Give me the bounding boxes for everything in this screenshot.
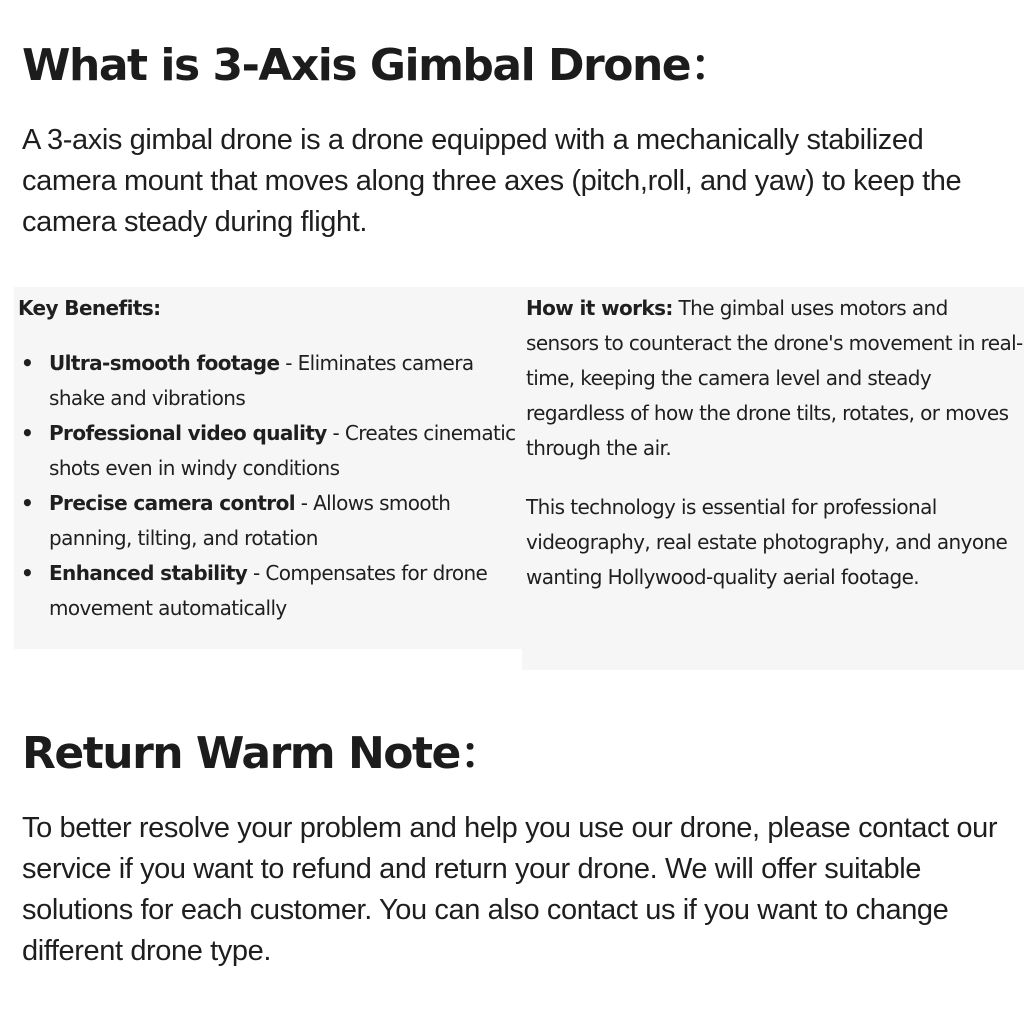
bullet-icon: • <box>21 421 34 445</box>
benefit-title: Professional video quality <box>49 421 327 445</box>
intro-paragraph: A 3-axis gimbal drone is a drone equipped with a mechanically stabilized camera mount that moves along three axes (pitch,roll, and yaw) to keep the camera steady during flight. <box>22 124 962 238</box>
key-benefits-panel <box>14 287 522 649</box>
benefit-title: Precise camera control <box>49 491 295 515</box>
technology-paragraph: This technology is essential for professional videography, real estate photography, and anyone wanting Hollywood-quality aerial footage. <box>526 495 1008 589</box>
benefit-item <box>18 486 522 556</box>
benefit-list <box>18 346 522 626</box>
how-it-works-paragraph <box>526 291 1024 466</box>
how-it-works-panel <box>522 287 1024 670</box>
benefit-description: - Compensates for drone movement automatically <box>49 561 488 620</box>
heading-what-is-gimbal-drone: What is 3-Axis Gimbal Drone： <box>22 40 733 91</box>
how-it-works-label: How it works: <box>526 296 673 320</box>
return-note-paragraph: To better resolve your problem and help you use our drone, please contact our service if you want to refund and return your drone. We will offer suitable solutions for each customer. You can also contact us if you want to change different drone type. <box>22 812 998 967</box>
benefit-title: Ultra-smooth footage <box>49 351 280 375</box>
benefit-title: Enhanced stability <box>49 561 248 585</box>
bullet-icon: • <box>21 491 34 515</box>
benefit-description: - Allows smooth panning, tilting, and rotation <box>49 491 451 550</box>
key-benefits-title: Key Benefits: <box>18 296 161 320</box>
benefit-item <box>18 556 522 626</box>
benefit-item <box>18 346 522 416</box>
bullet-icon: • <box>21 561 34 585</box>
benefit-description: - Eliminates camera shake and vibrations <box>49 351 474 410</box>
heading-return-warm-note: Return Warm Note： <box>22 728 503 779</box>
bullet-icon: • <box>21 351 34 375</box>
how-it-works-text: The gimbal uses motors and sensors to counteract the drone's movement in real-time, keeping the camera level and steady regardless of how the drone tilts, rotates, or moves through the air. <box>526 296 1023 460</box>
benefit-description: - Creates cinematic shots even in windy conditions <box>49 421 516 480</box>
benefit-item <box>18 416 522 486</box>
